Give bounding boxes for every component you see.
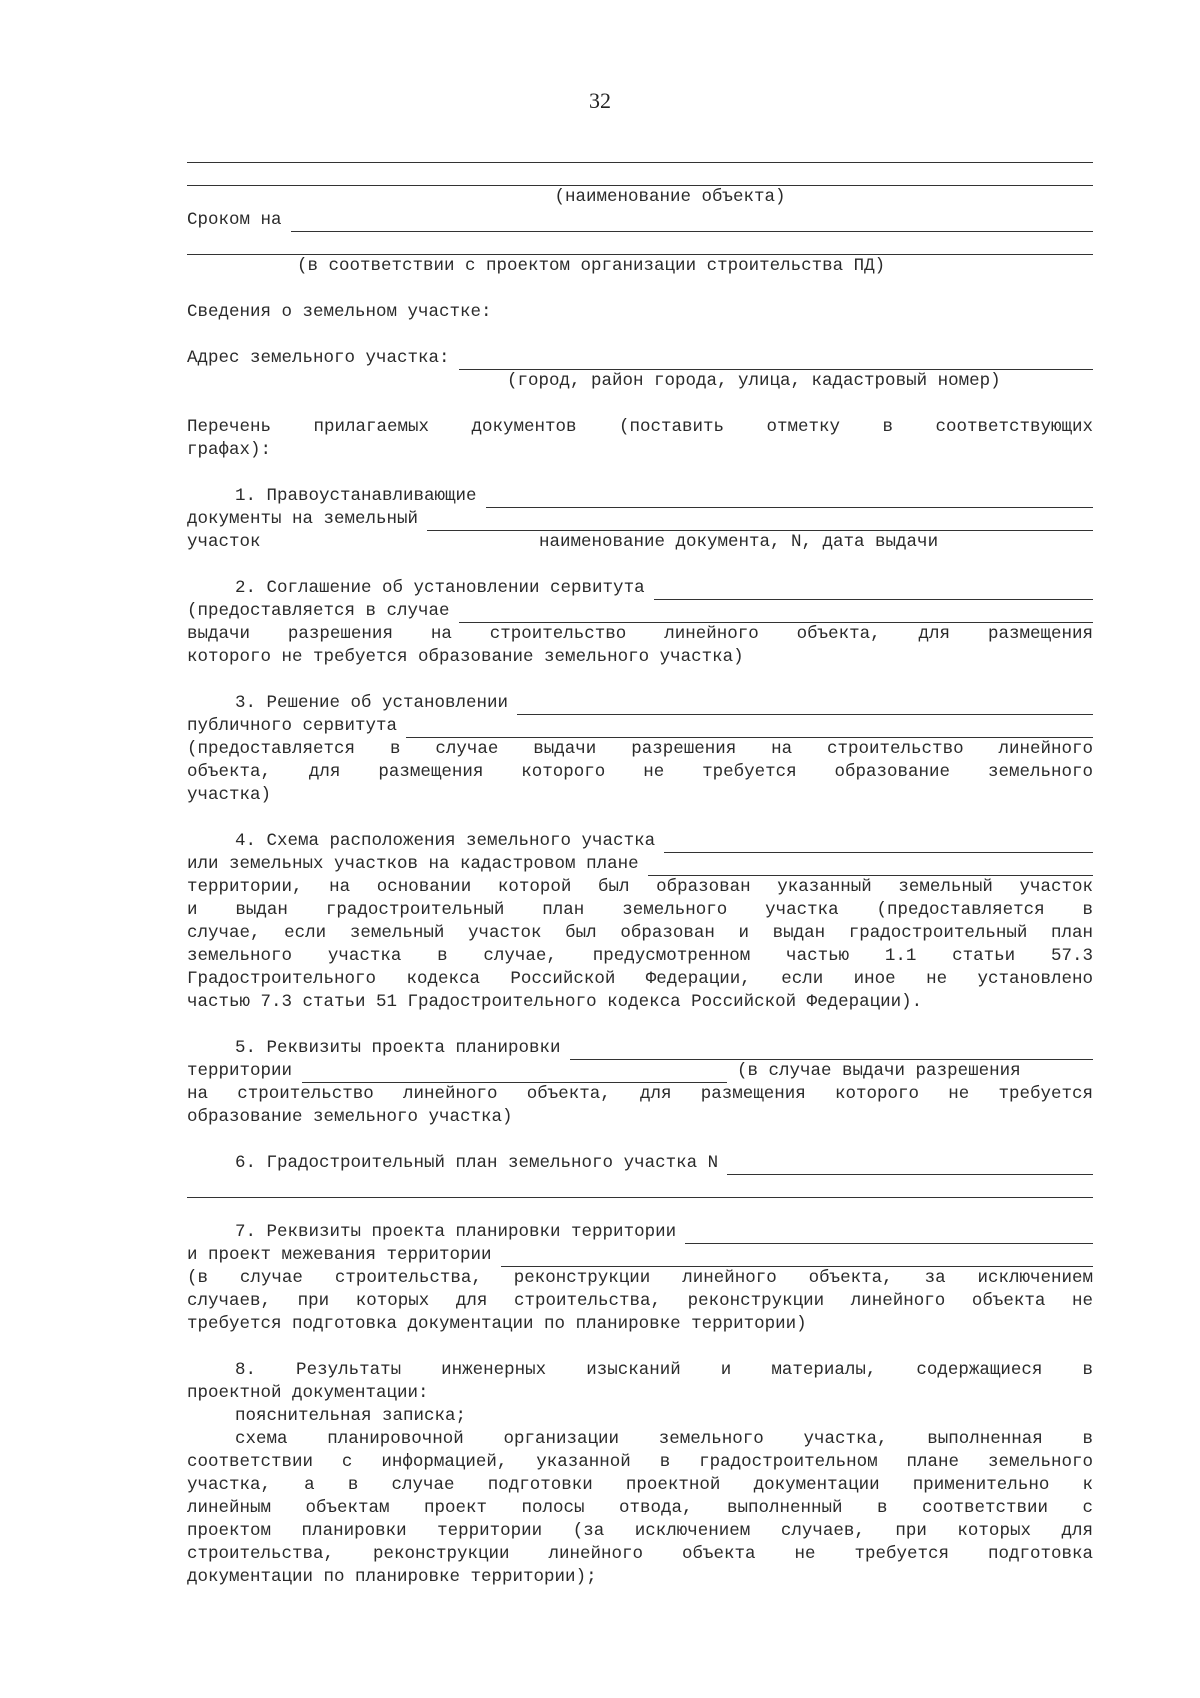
item2-row1: 2. Соглашение об установлении сервитута xyxy=(187,577,1093,600)
item4-row2: или земельных участков на кадастровом плане xyxy=(187,853,1093,876)
item2-field-1[interactable] xyxy=(654,583,1093,600)
item1-row3: участок наименование документа, N, дата выдачи xyxy=(187,532,939,552)
land-heading: Сведения о земельном участке: xyxy=(187,302,492,322)
item1-row2: документы на земельный xyxy=(187,508,1093,531)
item7-row2: и проект межевания территории xyxy=(187,1244,1093,1267)
item1-field-2[interactable] xyxy=(427,514,1093,531)
term-row xyxy=(187,209,1093,232)
documents-intro-2: графах): xyxy=(187,440,272,460)
item5-row1: 5. Реквизиты проекта планировки xyxy=(187,1037,1093,1060)
item1-row1: 1. Правоустанавливающие xyxy=(187,485,1093,508)
item7-field-2[interactable] xyxy=(501,1250,1093,1267)
item1-caption: наименование документа, N, дата выдачи xyxy=(539,532,939,552)
item3-field-2[interactable] xyxy=(406,721,1093,738)
item4-field-2[interactable] xyxy=(648,859,1093,876)
address-row xyxy=(187,347,1093,370)
item3-row1: 3. Решение об установлении xyxy=(187,692,1093,715)
term-field[interactable] xyxy=(291,215,1093,232)
item2-row2: (предоставляется в случае xyxy=(187,600,1093,623)
item2-field-2[interactable] xyxy=(459,606,1093,623)
item7-field-1[interactable] xyxy=(685,1227,1093,1244)
item4-row1: 4. Схема расположения земельного участка xyxy=(187,830,1093,853)
item7-row1: 7. Реквизиты проекта планировки территории xyxy=(187,1221,1093,1244)
item5-row2: территории (в случае выдачи разрешения xyxy=(187,1061,1021,1081)
item8-row1: 8. Результаты инженерных изысканий и материалы, содержащиеся в xyxy=(235,1360,1093,1380)
item3-row2: публичного сервитута xyxy=(187,715,1093,738)
item5-field-1[interactable] xyxy=(570,1043,1093,1060)
item3-field-1[interactable] xyxy=(517,698,1093,715)
page-number: 32 xyxy=(589,88,611,113)
address-field[interactable] xyxy=(459,353,1093,370)
term-caption: (в соответствии с проектом организации строительства ПД) xyxy=(297,256,886,276)
item6-row1: 6. Градостроительный план земельного участка N xyxy=(187,1152,1093,1175)
item4-field-1[interactable] xyxy=(664,836,1093,853)
documents-intro-1: Перечень прилагаемых документов (поставить отметку в соответствующих xyxy=(187,417,1093,437)
address-caption: (город, район города, улица, кадастровый номер) xyxy=(507,371,1001,391)
address-label: Адрес земельного участка: xyxy=(187,348,450,368)
item1-field-1[interactable] xyxy=(486,491,1093,508)
term-label: Сроком на xyxy=(187,210,282,230)
item6-field-1[interactable] xyxy=(727,1158,1093,1175)
object-name-caption: (наименование объекта) xyxy=(554,187,786,207)
item5-field-2[interactable] xyxy=(302,1066,727,1083)
form-body: (наименование объекта) Сроком на (в соответствии с проектом организации строительства ПД) Сведения о земельном участке: Адрес земельного участка: (город, район города, улица, кадастровый номер) Перечень прилагаемых документов (поставить отметку в соответствующих графах): 1. Правоустанавливающие документы на земельный участок наименование документа, N, дата выдачи 2. Соглашение об установлении сервитута (предоставляется в случае выдачи разрешения на строительство линейного объекта, для размещения которого не требуется образование земельного участка) 3. Решение об установлении публичного сервитута (предоставляется в случае выдачи разрешения на строительство линейного объекта, для размещения которого не требуется образование земельного участка) 4. Схема расположения земельного участка или земельных участков на кадастровом плане территории, на основании которой был образован указанный земельный участок и выдан градостроительный план земельного участка (предоставляется в случае, если земельный участок был образован и выдан градостроительный план земельного участка в случае, предусмотренном частью 1.1 статьи 57.3 Градостроительного кодекса Российской Федерации, если иное не установлено частью 7.3 статьи 51 Градостроительного кодекса Российской Федерации). 5. Реквизиты проекта планировки территории (в случае выдачи разрешения на строительство линейного объекта, для размещения которого не требуется образование земельного участка) 6. Градостроительный план земельного участка N 7. Реквизиты проекта планировки территории и проект межевания территории (в случае строительства, реконструкции линейного объекта, за исключением случаев, при которых для строительства, реконструкции линейного объекта не требуется подготовка документации по планировке территории) 8. Результаты инженерных изысканий и материалы, содержащиеся в проектной документации: пояснительная записка; схема планировочной организации земельного участка, выполненная в соответствии с информацией, указанной в градостроительном плане земельного участка, а в случае подготовки проектной документации применительно к линейным объектам проект полосы отвода, выполненный в соответствии с проектом планировки территории (за исключением случаев, при которых для строительства, реконструкции линейного объекта не требуется подготовка документации по планировке территории); xyxy=(187,150,1093,1589)
